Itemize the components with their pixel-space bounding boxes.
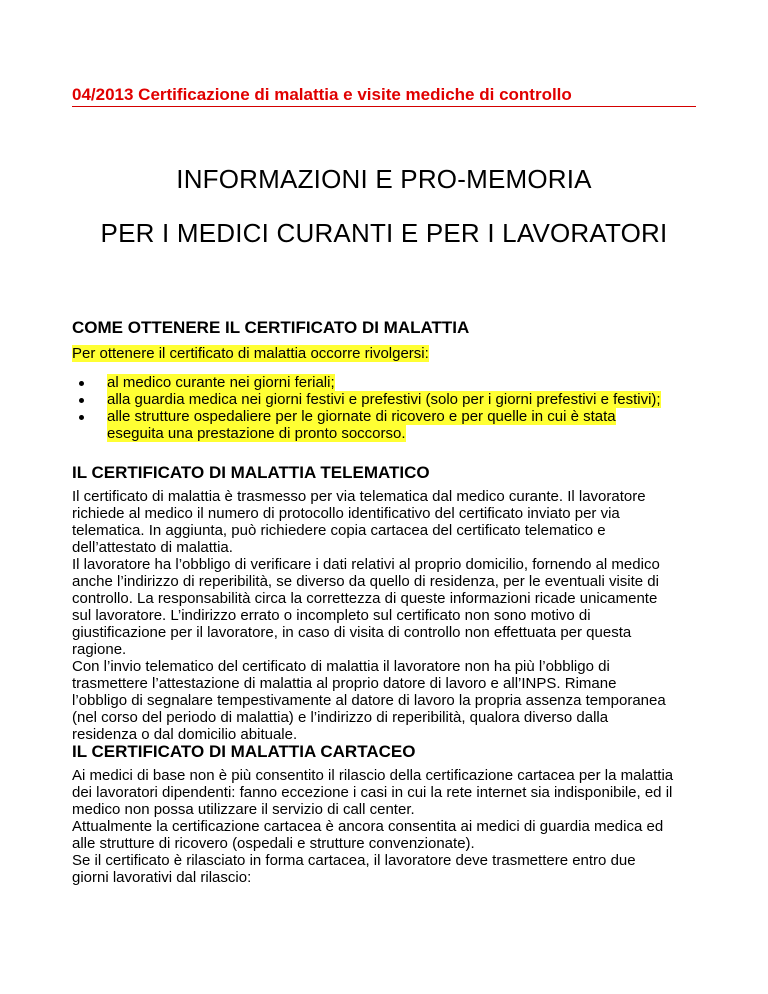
page-title-line-2: PER I MEDICI CURANTI E PER I LAVORATORI bbox=[100, 218, 668, 248]
bullet-icon bbox=[79, 398, 84, 403]
bullet-icon bbox=[79, 415, 84, 420]
paragraph-line: giustificazione per il lavoratore, in caso di visita di controllo non effettuata per questa bbox=[72, 624, 632, 641]
paragraph-line: dell’attestato di malattia. bbox=[72, 539, 233, 556]
list-item-text: eseguita una prestazione di pronto soccorso. bbox=[107, 425, 406, 442]
list-item bbox=[72, 391, 661, 408]
paragraph-line: giorni lavorativi dal rilascio: bbox=[72, 869, 252, 886]
list-item bbox=[72, 408, 661, 442]
paragraph-line: residenza o dal domicilio abituale. bbox=[72, 726, 298, 743]
section-intro bbox=[72, 345, 712, 362]
highlighted-intro: Per ottenere il certificato di malattia occorre rivolgersi: bbox=[72, 345, 429, 362]
paragraph-line: l’obbligo di segnalare tempestivamente al datore di lavoro la propria assenza temporanea bbox=[72, 692, 666, 709]
bullet-list bbox=[72, 374, 661, 442]
paragraph-line: richiede al medico il numero di protocollo identificativo del certificato inviato per via bbox=[72, 505, 620, 522]
paragraph-line: Attualmente la certificazione cartacea è ancora consentita ai medici di guardia medica ed bbox=[72, 818, 664, 835]
paragraph-line: Il lavoratore ha l’obbligo di verificare i dati relativi al proprio domicilio, fornendo al medico bbox=[72, 556, 660, 573]
paragraph-line: alle strutture di ricovero (ospedali e strutture convenzionate). bbox=[72, 835, 475, 852]
paragraph-line: ragione. bbox=[72, 641, 127, 658]
paragraph-line: trasmettere l’attestazione di malattia al proprio datore di lavoro e all’INPS. Rimane bbox=[72, 675, 617, 692]
paragraph-line: Ai medici di base non è più consentito il rilascio della certificazione cartacea per la malattia bbox=[72, 767, 674, 784]
list-item-text: alla guardia medica nei giorni festivi e prefestivi (solo per i giorni prefestivi e festivi); bbox=[107, 391, 661, 408]
paragraph-line: Con l’invio telematico del certificato di malattia il lavoratore non ha più l’obbligo di bbox=[72, 658, 610, 675]
bullet-icon bbox=[79, 381, 84, 386]
section-heading-come-ottenere: COME OTTENERE IL CERTIFICATO DI MALATTIA bbox=[72, 318, 470, 337]
document-top-heading: 04/2013 Certificazione di malattia e visite mediche di controllo bbox=[72, 85, 696, 107]
list-item-text: al medico curante nei giorni feriali; bbox=[107, 374, 335, 391]
paragraph-line: controllo. La responsabilità circa la correttezza di queste informazioni ricade unicamente bbox=[72, 590, 658, 607]
section-heading-cartaceo: IL CERTIFICATO DI MALATTIA CARTACEO bbox=[72, 742, 416, 761]
paragraph-line: medico non possa utilizzare il servizio di call center. bbox=[72, 801, 415, 818]
paragraph-line: dei lavoratori dipendenti: fanno eccezione i casi in cui la rete internet sia indisponibile, ed il bbox=[72, 784, 673, 801]
paragraph-line: anche l’indirizzo di reperibilità, se diverso da quello di residenza, per le eventuali visite di bbox=[72, 573, 659, 590]
section-body-cartaceo bbox=[72, 767, 712, 886]
paragraph-line: telematica. In aggiunta, può richiedere copia cartacea del certificato telematico e bbox=[72, 522, 606, 539]
paragraph-line: Se il certificato è rilasciato in forma cartacea, il lavoratore deve trasmettere entro due bbox=[72, 852, 636, 869]
section-body-telematico bbox=[72, 488, 712, 743]
paragraph-line: (nel corso del periodo di malattia) e l’indirizzo di reperibilità, qualora diverso dalla bbox=[72, 709, 609, 726]
list-item bbox=[72, 374, 661, 391]
page-title-line-1: INFORMAZIONI E PRO-MEMORIA bbox=[176, 164, 592, 194]
paragraph-line: Il certificato di malattia è trasmesso per via telematica dal medico curante. Il lavoratore bbox=[72, 488, 646, 505]
list-item-text: alle strutture ospedaliere per le giornate di ricovero e per quelle in cui è stata bbox=[107, 408, 616, 425]
paragraph-line: sul lavoratore. L’indirizzo errato o incompleto sul certificato non sono motivo di bbox=[72, 607, 591, 624]
section-heading-telematico: IL CERTIFICATO DI MALATTIA TELEMATICO bbox=[72, 463, 430, 482]
